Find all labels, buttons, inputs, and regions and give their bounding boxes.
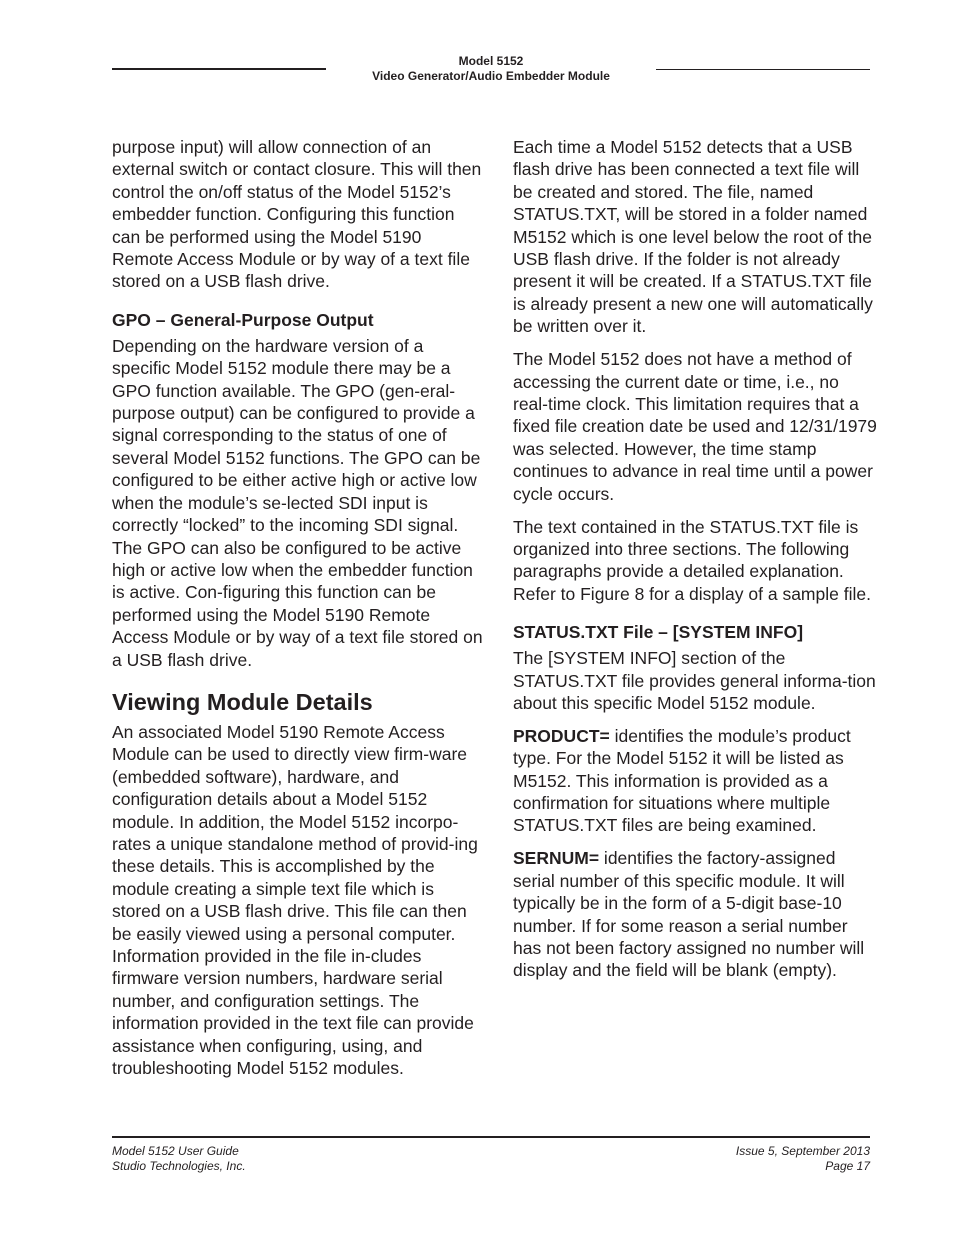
gpo-heading: GPO – General-Purpose Output [112,309,374,330]
sernum-text: identifies the factory-assigned serial number of this specific module. It will typically be in the form of a 5-digit base-10 number. If for some reason a serial number has not been factory assigned no number will display and the field will be blank (empty). [513,848,865,981]
header-rule-left [112,68,326,70]
usb-paragraph: Each time a Model 5152 detects that a USB flash drive has been connected a text file will be created and stored. The file, named STATUS.TXT, will be stored in a folder named M5152 which is one level below the root of the USB flash drive. If the folder is not already present it will be created. If a STATUS.TXT file is already present a new one will automatically be written over it. [513,137,873,337]
right-column [513,136,878,992]
header-model: Model 5152 [458,54,524,68]
section-paragraph: An associated Model 5190 Remote Access Module can be used to directly view firm-ware (embedded software), hardware, and configuration details about a Model 5152 module. In addition, the Model 5152 incorpo-rates a unique standalone method of provid-ing these details. This is accomplished by the module creating a simple text file which is stored on a USB flash drive. This file can then be easily viewed using a personal computer. Information provided in the file in-cludes firmware version numbers, hardware serial number, and configuration settings. The information provided in the text file can provide assistance when configuring, using, and troubleshooting Model 5152 modules. [112,721,478,1079]
sysinfo-heading: STATUS.TXT File – [SYSTEM INFO] [513,622,804,643]
sernum-term: SERNUM= [513,848,600,869]
footer-issue: Issue 5, September 2013 [735,1144,870,1158]
section-heading: Viewing Module Details [112,688,373,715]
product-term: PRODUCT= [513,725,610,746]
header-subtitle: Video Generator/Audio Embedder Module [372,69,610,83]
clock-paragraph: The Model 5152 does not have a method of accessing the current date or time, i.e., no real-time clock. This limitation requires that a fixed file creation date be used and 12/31/1979 was selected. However, the time stamp continues to advance in real time until a power cycle occurs. [513,349,877,504]
left-column [112,136,484,1090]
page-header [326,54,656,84]
product-text: identifies the module’s product type. For the Model 5152 it will be listed as M5152. This information is provided as a confirmation for situations where multiple STATUS.TXT files are being examined. [513,725,851,836]
gpo-paragraph: Depending on the hardware version of a specific Model 5152 module there may be a GPO function available. The GPO (gen-eral-purpose output) can be configured to provide a signal corresponding to the status of one of several Model 5152 functions. The GPO can be configured to be either active high or active low when the module’s se-lected SDI input is correctly “locked” to the incoming SDI signal. The GPO can also be configured to be active high or active low when the embedder function is active. Con-figuring this function can be performed using the Model 5190 Remote Access Module or by way of a text file stored on a USB flash drive. [112,335,483,670]
header-rule-right [656,69,870,70]
sernum-paragraph [513,847,878,981]
footer-company: Studio Technologies, Inc. [112,1159,246,1173]
sysinfo-paragraph: The [SYSTEM INFO] section of the STATUS.TXT file provides general informa-tion about this specific Model 5152 module. [513,648,876,713]
intro-paragraph: purpose input) will allow connection of an external switch or contact closure. This will then control the on/off status of the Model 5152’s embedder function. Configuring this function can be performed using the Model 5190 Remote Access Module or by way of a text file stored on a USB flash drive. [112,137,482,292]
sections-paragraph: The text contained in the STATUS.TXT file is organized into three sections. The following paragraphs provide a detailed explanation. Refer to Figure 8 for a display of a sample file. [513,516,871,604]
footer-rule [112,1136,870,1138]
footer-left [112,1144,246,1174]
footer-right [736,1144,870,1174]
footer-page-number: Page 17 [825,1159,870,1173]
footer-guide-title: Model 5152 User Guide [112,1144,239,1158]
product-paragraph [513,725,878,837]
